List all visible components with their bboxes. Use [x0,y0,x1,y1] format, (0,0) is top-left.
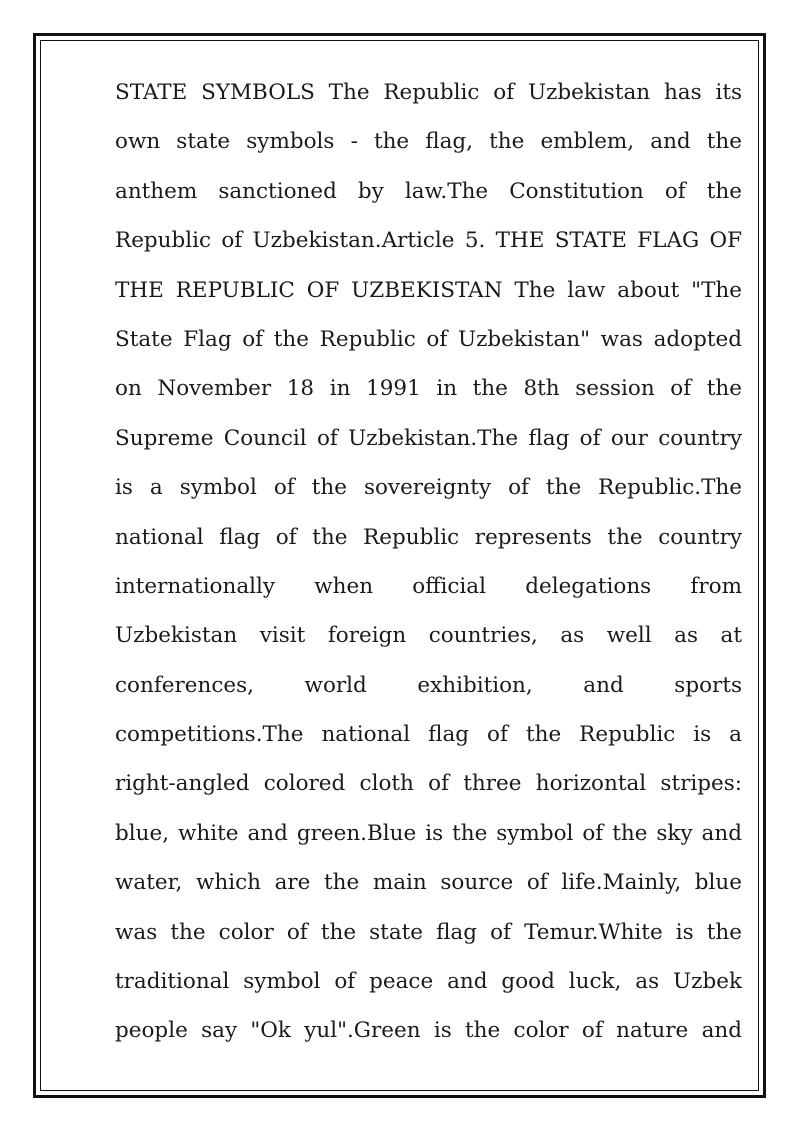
text-line: was the color of the state flag of Temur.White is the [115,919,742,945]
text-line: conferences, world exhibition, and sports [115,672,742,698]
text-line: is a symbol of the sovereignty of the Republic.The [115,475,742,501]
body-text [115,68,742,1056]
text-line: THE REPUBLIC OF UZBEKISTAN The law about "The [115,277,742,303]
text-line: on November 18 in 1991 in the 8th session of the [115,376,742,402]
text-line: STATE SYMBOLS The Republic of Uzbekistan has its [115,80,742,105]
text-line: own state symbols - the flag, the emblem, and the [115,129,742,155]
text-line: internationally when official delegations from [115,573,742,599]
text-line: anthem sanctioned by law.The Constitution of the [115,178,742,204]
text-line: water, which are the main source of life.Mainly, blue [115,870,742,896]
text-line: Uzbekistan visit foreign countries, as well as at [115,623,742,649]
text-line: Republic of Uzbekistan.Article 5. THE STATE FLAG OF [115,228,742,254]
text-line: competitions.The national flag of the Republic is a [115,722,742,748]
text-line: traditional symbol of peace and good luck, as Uzbek [115,969,742,995]
text-line: right-angled colored cloth of three horizontal stripes: [115,771,742,797]
text-line: people say "Ok yul".Green is the color of nature and [115,1018,742,1044]
text-line: Supreme Council of Uzbekistan.The flag of our country [115,425,742,451]
text-line: State Flag of the Republic of Uzbekistan" was adopted [115,326,742,352]
text-line: blue, white and green.Blue is the symbol of the sky and [115,820,742,846]
text-line: national flag of the Republic represents the country [115,524,742,550]
